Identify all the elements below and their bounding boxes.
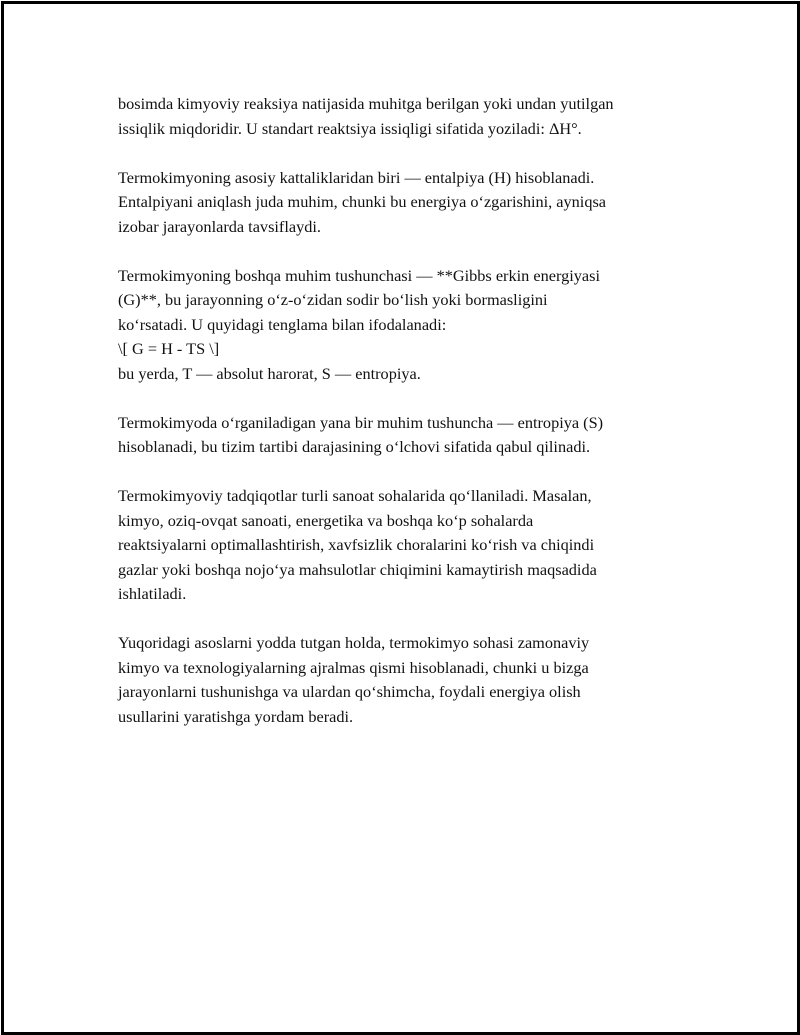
text-line: izobar jarayonlarda tavsiflaydi. — [118, 216, 321, 236]
text-line: kimyo, oziq-ovqat sanoati, energetika va boshqa koʻp sohalarda — [118, 510, 534, 530]
paragraph-standard-heat — [118, 92, 718, 141]
paragraph-gibbs-energy — [118, 264, 718, 387]
text-line: hisoblanadi, bu tizim tartibi darajasining oʻlchovi sifatida qabul qilinadi. — [118, 437, 591, 456]
text-line: (G)**, bu jarayonning oʻz-oʻzidan sodir boʻlish yoki bormasligini — [118, 290, 548, 309]
text-line: Termokimyoda oʻrganiladigan yana bir muhim tushuncha — entropiya (S) — [118, 412, 604, 432]
text-line: Termokimyoning boshqa muhim tushunchasi — **Gibbs erkin energiyasi — [118, 265, 600, 285]
text-line: Termokimyoviy tadqiqotlar turli sanoat sohalarida qoʻllaniladi. Masalan, — [118, 486, 592, 505]
paragraph-entropy — [118, 411, 718, 460]
text-line: gazlar yoki boshqa nojoʻya mahsulotlar chiqimini kamaytirish maqsadida — [118, 559, 597, 579]
text-line: bu yerda, T — absolut harorat, S — entropiya. — [118, 363, 421, 383]
text-line: Termokimyoning asosiy kattaliklaridan biri — entalpiya (H) hisoblanadi. — [118, 167, 595, 187]
text-line: ishlatiladi. — [118, 584, 187, 603]
document-body — [118, 92, 718, 754]
text-line: Yuqoridagi asoslarni yodda tutgan holda, termokimyo sohasi zamonaviy — [118, 633, 590, 652]
paragraph-enthalpy — [118, 166, 718, 240]
text-line: issiqlik miqdoridir. U standart reaktsiya issiqligi sifatida yoziladi: ΔH°. — [118, 118, 582, 138]
paragraph-industrial-use — [118, 484, 718, 607]
text-line: jarayonlarni tushunishga va ulardan qoʻshimcha, foydali energiya olish — [118, 682, 581, 701]
text-line: kimyo va texnologiyalarning ajralmas qismi hisoblanadi, chunki u bizga — [118, 657, 589, 677]
text-line: koʻrsatadi. U quyidagi tenglama bilan ifodalanadi: — [118, 314, 447, 334]
paragraph-conclusion — [118, 631, 718, 729]
text-line: Entalpiyani aniqlash juda muhim, chunki bu energiya oʻzgarishini, ayniqsa — [118, 192, 607, 211]
equation-line: \[ G = H - TS \] — [118, 339, 220, 358]
text-line: usullarini yaratishga yordam beradi. — [118, 706, 354, 726]
text-line: bosimda kimyoviy reaksiya natijasida muhitga berilgan yoki undan yutilgan — [118, 94, 614, 113]
text-line: reaktsiyalarni optimallashtirish, xavfsizlik choralarini koʻrish va chiqindi — [118, 535, 595, 554]
